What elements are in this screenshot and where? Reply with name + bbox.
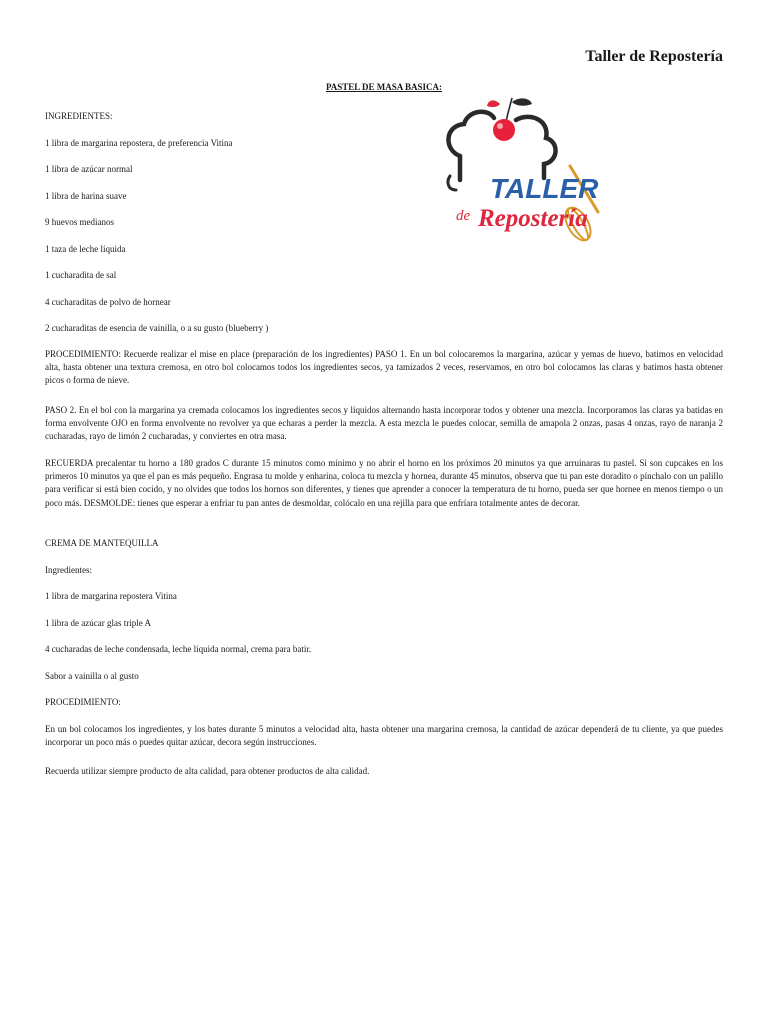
recipe-title: PASTEL DE MASA BASICA: <box>325 82 443 92</box>
ingredient-item: 2 cucharaditas de esencia de vainilla, o a su gusto (blueberry ) <box>45 323 269 333</box>
procedure-reminder: RECUERDA precalentar tu horno a 180 grados C durante 15 minutos como mínimo y no abrir el horno en los próximos 20 minutos ya que arruinaras tu pastel. Si son cupcakes en los primeros 10 minutos ya que el pan es más pequeño. Engrasa tu molde y enharina, coloca tu mezcla y hornea, durante 45 minutos, observa que tu pan este doradito o pínchalo con un palillo para verificar si está bien cocido, y no olvides que todos los hornos son diferentes, y tienes que aprender a conocer la temperatura de tu horno, pueda ser que hornee en menos tiempo o un poco más. DESMOLDE: tienes que esperar a enfriar tu pan antes de desmoldar, colócalo en una rejilla para que enfríara totalmente antes de decorar. <box>45 458 723 508</box>
procedure-step-1: PROCEDIMIENTO: Recuerde realizar el mise en place (preparación de los ingredientes) PASO 1. En un bol colocaremos la margarina, azúcar y yemas de huevo, batimos en velocidad alta, hasta obtener una textura cremosa, en otro bol colocamos todos los ingredientes secos, ya tamizados 2 veces, reservamos, en otro bol colocamos las claras y batimos hasta obtener picos o forma de nieve. <box>45 349 723 386</box>
leaf-icon <box>487 100 500 107</box>
logo-line-2-main: Repostería <box>478 205 588 232</box>
taller-reposteria-logo <box>438 94 610 252</box>
ingredient-item: 4 cucharaditas de polvo de hornear <box>45 297 171 307</box>
cherry-stem-icon <box>506 98 512 122</box>
cherry-icon <box>493 119 515 141</box>
cream-ingredients-heading: Ingredientes: <box>45 565 92 575</box>
cream-ingredient-item: 1 libra de margarina repostera Vitina <box>45 591 177 601</box>
logo-line-1: TALLER <box>490 173 599 204</box>
leaf-icon <box>512 98 532 105</box>
cream-ingredient-item: 1 libra de azúcar glas triple A <box>45 618 151 628</box>
cream-procedure-text: En un bol colocamos los ingredientes, y los bates durante 5 minutos a velocidad alta, hasta obtener una margarina cremosa, la cantidad de azúcar dependerá de tu cliente, ya que puedes incorporar un poco más o puedes quitar azúcar, decora según instrucciones. <box>45 724 723 748</box>
ingredient-item: 9 huevos medianos <box>45 217 114 227</box>
cream-procedure-heading: PROCEDIMIENTO: <box>45 697 121 707</box>
logo-line-2-de: de <box>456 208 471 224</box>
ingredient-item: 1 libra de azúcar normal <box>45 164 133 174</box>
cream-ingredient-item: Sabor a vainilla o al gusto <box>45 671 139 681</box>
header-title: Taller de Repostería <box>585 48 723 65</box>
ingredient-item: 1 libra de harina suave <box>45 191 127 201</box>
ingredients-heading: INGREDIENTES: <box>45 111 113 121</box>
ingredient-item: 1 taza de leche líquida <box>45 244 126 254</box>
cream-title: CREMA DE MANTEQUILLA <box>45 538 159 548</box>
ingredient-item: 1 libra de margarina repostera, de preferencia Vitina <box>45 138 233 148</box>
closing-note: Recuerda utilizar siempre producto de alta calidad, para obtener productos de alta calidad. <box>45 766 370 776</box>
ingredient-item: 1 cucharadita de sal <box>45 270 117 280</box>
procedure-step-2: PASO 2. En el bol con la margarina ya cremada colocamos los ingredientes secos y líquidos alternando hasta incorporar todos y obtener una mezcla. Incorporamos las claras ya batidas en forma envolvente OJO en forma envolvente no revolver ya que echaras a perder la mezcla. A esta mezcla le puedes colocar, semilla de amapola 2 onzas, pasas 4 onzas, rayo de naranja 2 cucharadas, rayo de limón 2 cucharadas, y conviertes en otra masa. <box>45 405 723 442</box>
cream-ingredient-item: 4 cucharadas de leche condensada, leche líquida normal, crema para batir. <box>45 644 312 654</box>
